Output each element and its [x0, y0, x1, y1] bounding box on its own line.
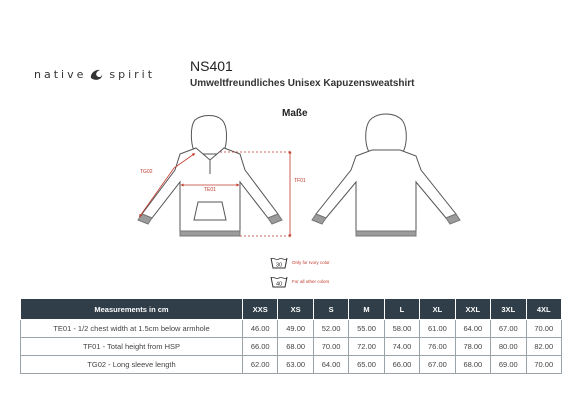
- tf01-label: TF01: [294, 178, 306, 184]
- header-size-m: M: [349, 299, 384, 320]
- header-size-xxs: XXS: [243, 299, 278, 320]
- table-cell: 76.00: [420, 338, 455, 356]
- wash-tub-icon: [270, 275, 288, 288]
- brand-word-spirit: spirit: [109, 67, 156, 81]
- table-header-row: [21, 299, 562, 320]
- brand-word-native: native: [34, 67, 87, 81]
- table-cell: 80.00: [491, 338, 526, 356]
- header-measurements: Measurements in cm: [21, 299, 243, 320]
- table-row: [21, 320, 562, 338]
- hoodie-front: [138, 116, 282, 237]
- size-table: [20, 298, 562, 374]
- te01-label: TE01: [204, 187, 216, 193]
- row-label: TF01 - Total height from HSP: [21, 338, 243, 356]
- table-row: [21, 356, 562, 374]
- section-title: Maße: [282, 108, 308, 119]
- header-size-l: L: [384, 299, 419, 320]
- row-label: TE01 - 1/2 chest width at 1.5cm below armhole: [21, 320, 243, 338]
- hoodie-back: [312, 114, 460, 236]
- table-cell: 69.00: [491, 356, 526, 374]
- table-cell: 70.00: [526, 356, 562, 374]
- table-cell: 72.00: [349, 338, 384, 356]
- table-cell: 66.00: [243, 338, 278, 356]
- product-code: NS401: [190, 58, 233, 74]
- table-cell: 74.00: [384, 338, 419, 356]
- table-cell: 46.00: [243, 320, 278, 338]
- table-cell: 67.00: [420, 356, 455, 374]
- hoodie-diagram: [100, 112, 480, 252]
- table-cell: 64.00: [313, 356, 348, 374]
- table-cell: 61.00: [420, 320, 455, 338]
- wash-label-30: Only for Ivory color: [292, 260, 330, 265]
- table-cell: 68.00: [455, 356, 490, 374]
- header-size-s: S: [313, 299, 348, 320]
- table-row: [21, 338, 562, 356]
- wash-tub-icon: [270, 256, 288, 269]
- table-cell: 64.00: [455, 320, 490, 338]
- wash-instruction-30: [270, 256, 330, 269]
- header-size-xl: XL: [420, 299, 455, 320]
- table-cell: 70.00: [526, 320, 562, 338]
- table-cell: 68.00: [278, 338, 313, 356]
- brand-swirl-icon: [88, 66, 104, 82]
- brand-logo: [34, 66, 155, 82]
- table-cell: 58.00: [384, 320, 419, 338]
- table-cell: 78.00: [455, 338, 490, 356]
- table-cell: 63.00: [278, 356, 313, 374]
- table-cell: 67.00: [491, 320, 526, 338]
- wash-temp-30: 30: [275, 262, 283, 269]
- table-cell: 52.00: [313, 320, 348, 338]
- wash-instruction-40: [270, 275, 329, 288]
- wash-label-40: For all other colors: [292, 279, 330, 284]
- table-cell: 66.00: [384, 356, 419, 374]
- table-cell: 55.00: [349, 320, 384, 338]
- product-title: Umweltfreundliches Unisex Kapuzensweatshirt: [190, 78, 415, 89]
- row-label: TG02 - Long sleeve length: [21, 356, 243, 374]
- header-size-3xl: 3XL: [491, 299, 526, 320]
- table-cell: 70.00: [313, 338, 348, 356]
- table-cell: 65.00: [349, 356, 384, 374]
- table-cell: 62.00: [243, 356, 278, 374]
- header-size-xxl: XXL: [455, 299, 490, 320]
- header-size-xs: XS: [278, 299, 313, 320]
- header-size-4xl: 4XL: [526, 299, 562, 320]
- tg02-label: TG02: [140, 169, 153, 175]
- table-cell: 49.00: [278, 320, 313, 338]
- table-cell: 82.00: [526, 338, 562, 356]
- wash-temp-40: 40: [275, 281, 283, 288]
